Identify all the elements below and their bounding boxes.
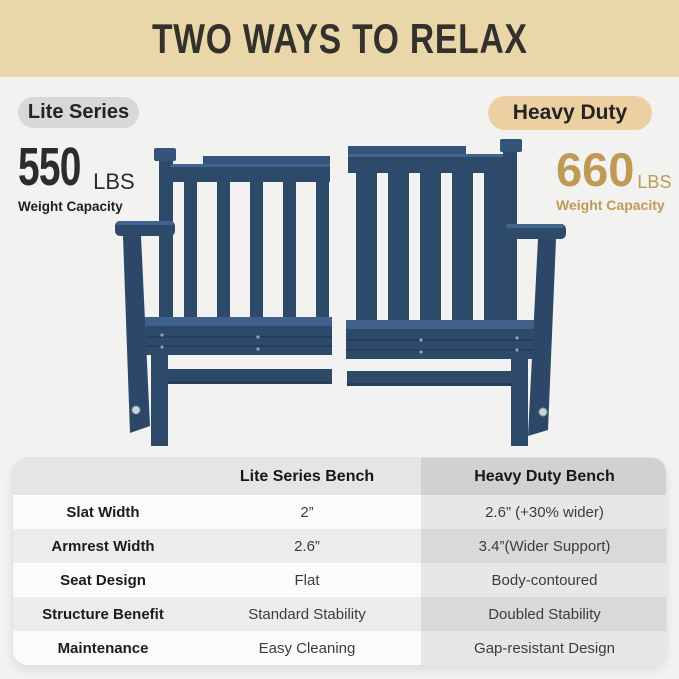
lite-series-badge-label: Lite Series xyxy=(27,101,130,123)
row-heavy-value: Gap-resistant Design xyxy=(421,631,667,665)
lite-series-badge xyxy=(18,97,139,128)
page-title: TWO WAYS TO RELAX xyxy=(151,14,528,62)
heavy-duty-badge-label: Heavy Duty xyxy=(512,101,628,124)
heavy-duty-badge xyxy=(488,96,652,130)
table-row xyxy=(13,563,666,597)
lite-capacity-caption: Weight Capacity xyxy=(18,199,123,214)
bench-illustration xyxy=(85,138,595,452)
banner xyxy=(0,0,679,77)
table-row xyxy=(13,631,666,665)
row-lite-value: 2” xyxy=(300,503,314,521)
row-heavy-value: 3.4”(Wider Support) xyxy=(421,529,667,563)
header-feature xyxy=(13,458,193,495)
heavy-bench-half xyxy=(346,139,566,446)
table-header-row xyxy=(13,458,666,495)
lite-bench-half xyxy=(115,148,332,446)
lite-capacity-unit: LBS xyxy=(93,168,135,194)
table-row xyxy=(13,529,666,563)
heavy-capacity-value: 660 xyxy=(556,143,635,196)
row-heavy-value: 2.6” (+30% wider) xyxy=(421,495,667,529)
row-feature: Structure Benefit xyxy=(42,605,164,623)
header-heavy: Heavy Duty Bench xyxy=(421,458,667,495)
row-feature: Slat Width xyxy=(66,503,140,521)
row-feature: Armrest Width xyxy=(51,537,155,555)
row-heavy-value: Doubled Stability xyxy=(421,597,667,631)
row-lite-value: Flat xyxy=(294,571,320,589)
row-heavy-value: Body-contoured xyxy=(421,563,667,597)
header-lite: Lite Series Bench xyxy=(239,467,375,485)
lite-capacity-value: 550 xyxy=(18,137,81,197)
row-feature: Seat Design xyxy=(60,571,146,589)
table-row xyxy=(13,495,666,529)
row-lite-value: Easy Cleaning xyxy=(258,639,356,657)
table-row xyxy=(13,597,666,631)
heavy-capacity-caption: Weight Capacity xyxy=(556,197,665,213)
row-lite-value: 2.6” xyxy=(294,537,320,555)
row-lite-value: Standard Stability xyxy=(248,605,366,623)
heavy-capacity-unit: LBS xyxy=(637,172,672,193)
comparison-table xyxy=(12,457,667,666)
row-feature: Maintenance xyxy=(57,639,149,657)
